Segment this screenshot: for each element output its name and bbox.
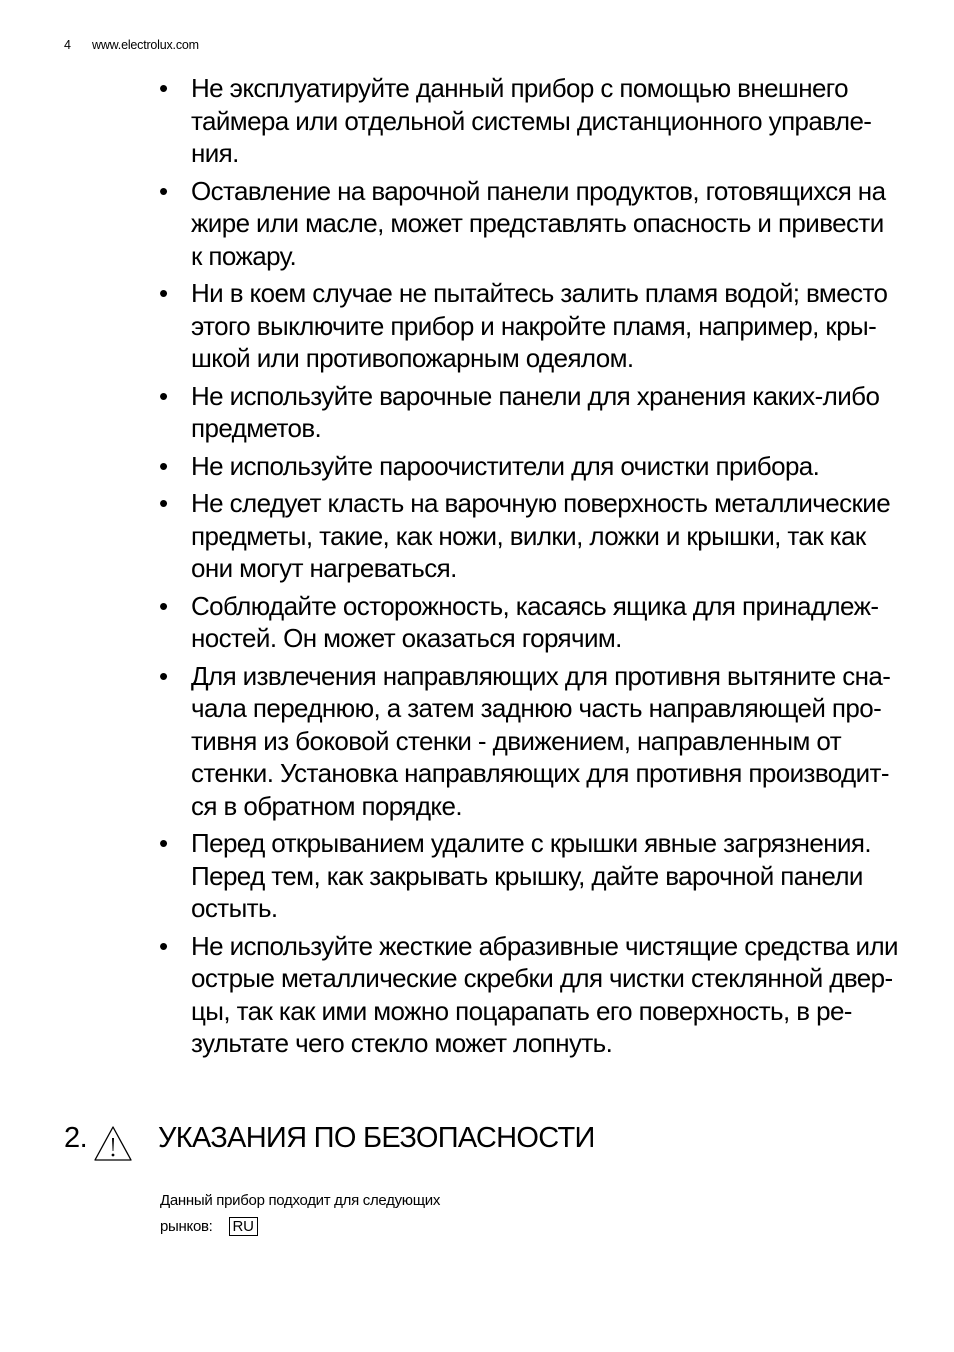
list-item-text: Не используйте пароочистители для очистки прибора.	[191, 450, 820, 481]
bullet-dot: •	[159, 590, 168, 621]
list-item	[156, 590, 901, 655]
bullet-dot: •	[159, 660, 168, 691]
bullet-dot: •	[159, 488, 168, 518]
list-item	[156, 827, 901, 925]
list-item-text: Не используйте жесткие абразивные чистящие средства или острые металлические скребки для чистки стеклянной двер- цы, так как ими можно поцарапать его поверхность, в ре- зультате чего стекло может лопнуть.	[191, 930, 898, 1058]
website-url: www.electrolux.com	[92, 38, 199, 52]
markets-label: рынков:	[160, 1218, 213, 1235]
page-number: 4	[64, 38, 71, 52]
bullet-dot: •	[159, 380, 168, 411]
list-item-text: Не следует класть на варочную поверхность металлические предметы, такие, как ножи, вилки, ложки и крышки, так как они могут нагреваться.	[191, 488, 891, 583]
section-number: 2.	[64, 1122, 88, 1154]
section-title: УКАЗАНИЯ ПО БЕЗОПАСНОСТИ	[158, 1122, 595, 1154]
list-item	[156, 72, 901, 170]
list-item-text: Соблюдайте осторожность, касаясь ящика для принадлеж- ностей. Он может оказаться горячим.	[191, 590, 879, 653]
page-header	[64, 38, 199, 52]
markets-line-1: Данный прибор подходит для следующих	[160, 1192, 441, 1209]
list-item-text: Не используйте варочные панели для хранения каких-либо предметов.	[191, 380, 880, 443]
list-item	[156, 277, 901, 375]
list-item	[156, 380, 901, 445]
list-item	[156, 487, 901, 585]
bullet-dot: •	[159, 450, 168, 481]
list-item	[156, 175, 901, 273]
bullet-dot: •	[159, 73, 168, 103]
warning-triangle-icon	[92, 1124, 134, 1164]
market-code-badge: RU	[229, 1217, 258, 1236]
list-item	[156, 660, 901, 823]
list-item	[156, 930, 901, 1060]
list-item-text: Для извлечения направляющих для противня вытяните сна- чала переднюю, а затем заднюю часть направляющей про- тивня из боковой стенки - движением, направленным от стенки. Установка направляющих для противня производит- ся в обратном порядке.	[191, 660, 891, 821]
bullet-dot: •	[159, 828, 168, 858]
list-item-text: Не эксплуатируйте данный прибор с помощью внешнего таймера или отдельной системы дистанционного управле- ния.	[191, 73, 872, 168]
list-item	[156, 450, 901, 483]
list-item-text: Перед открыванием удалите с крышки явные загрязнения. Перед тем, как закрывать крышку, дайте варочной панели остыть.	[191, 828, 871, 923]
safety-bullet-list	[156, 72, 901, 1065]
markets-line-2	[160, 1214, 440, 1240]
bullet-dot: •	[159, 278, 168, 308]
bullet-dot: •	[159, 930, 168, 961]
list-item-text: Ни в коем случае не пытайтесь залить пламя водой; вместо этого выключите прибор и накройте пламя, например, кры- шкой или противопожарным одеялом.	[191, 278, 888, 373]
list-item-text: Оставление на варочной панели продуктов, готовящихся на жире или масле, может представлять опасность и привести к пожару.	[191, 175, 886, 271]
markets-note	[160, 1188, 440, 1240]
bullet-dot: •	[159, 175, 168, 206]
